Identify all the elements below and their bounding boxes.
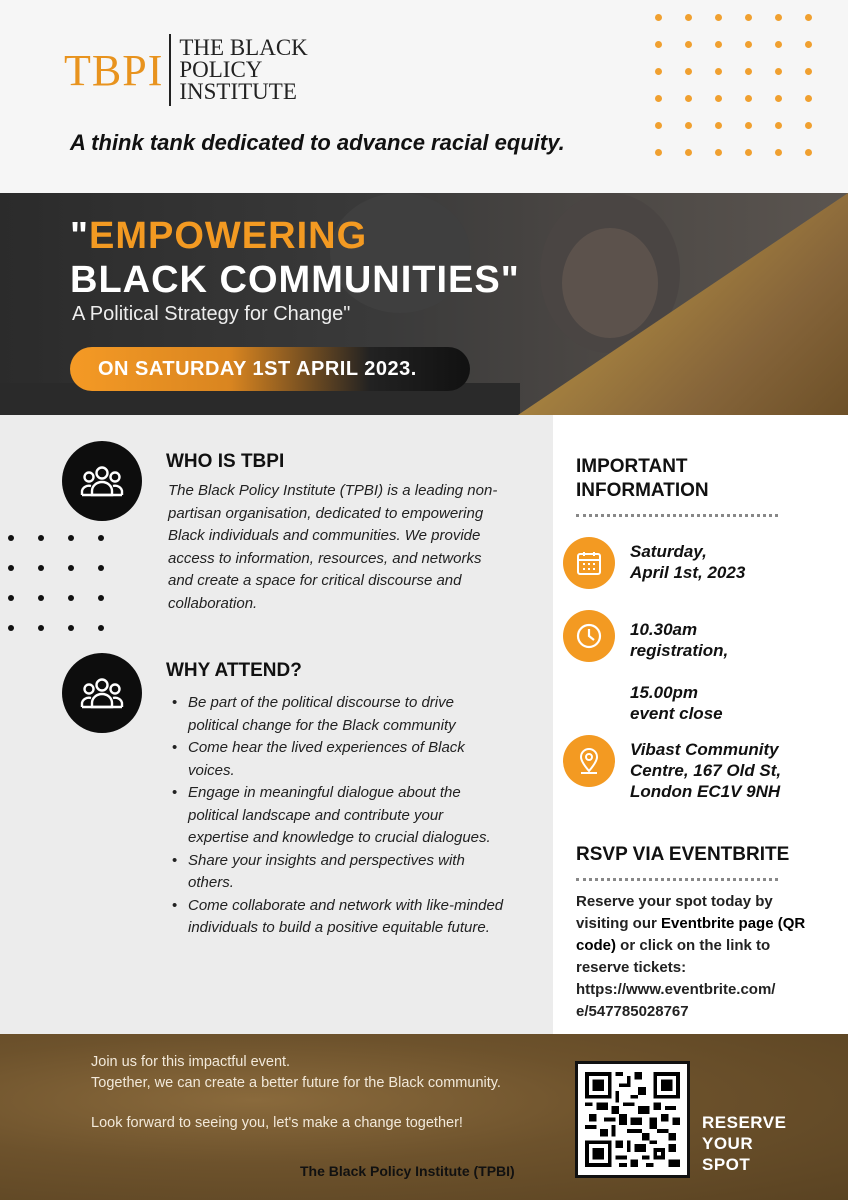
info-heading <box>576 455 709 503</box>
reserve-word: RESERVE <box>702 1113 787 1132</box>
why-heading: WHY ATTEND? <box>166 660 302 681</box>
tagline: A think tank dedicated to advance racial equity. <box>70 130 565 155</box>
footer-line: Join us for this impactful event. <box>91 1054 291 1070</box>
reserve-your-spot <box>702 1112 786 1175</box>
event-date-line: Saturday, <box>630 542 707 561</box>
footer-closing: Look forward to seeing you, let's make a change together! <box>91 1115 463 1131</box>
info-heading-line: IMPORTANT <box>576 456 688 477</box>
event-time-line: 10.30am <box>630 620 698 639</box>
reserve-word: YOUR <box>702 1134 754 1153</box>
tbpi-logo <box>64 34 308 106</box>
clock-icon <box>563 610 615 662</box>
logo-word: THE BLACK <box>179 35 308 60</box>
who-heading: WHO IS TBPI <box>166 451 285 472</box>
footer-message <box>91 1052 501 1094</box>
event-time-line: registration, <box>630 641 729 660</box>
rsvp-text-post[interactable]: or click on the link to reserve tickets: https://www.eventbrite.com/ e/547785028767 <box>576 937 776 1020</box>
rsvp-heading: RSVP VIA EVENTBRITE <box>576 844 790 865</box>
qr-code[interactable] <box>575 1061 690 1178</box>
date-pill: ON SATURDAY 1ST APRIL 2023. <box>70 347 470 391</box>
list-item: • Come collaborate and network with like-minded individuals to build a positive equitable future. <box>168 895 508 940</box>
people-group-icon <box>62 653 142 733</box>
decorative-dot-grid-left <box>8 535 104 631</box>
hero-subtitle: A Political Strategy for Change" <box>72 303 351 325</box>
reserve-word: SPOT <box>702 1155 751 1174</box>
list-item: • Share your insights and perspectives with others. <box>168 850 508 895</box>
logo-mark: TBPI <box>64 45 164 95</box>
list-item: • Be part of the political discourse to drive political change for the Black community <box>168 692 508 737</box>
event-venue-line: Vibast Community <box>630 740 779 759</box>
list-item: • Come hear the lived experiences of Black voices. <box>168 737 508 782</box>
rsvp-text-pre: Reserve your spot today by visiting our <box>576 893 773 932</box>
logo-divider <box>169 34 171 106</box>
logo-word: INSTITUTE <box>179 79 297 104</box>
info-heading-line: INFORMATION <box>576 480 709 501</box>
dotted-divider <box>576 514 778 517</box>
calendar-icon <box>563 537 615 589</box>
event-date-line: April 1st, 2023 <box>630 563 746 582</box>
event-time-line: 15.00pm <box>630 683 699 702</box>
title-quote: " <box>70 215 90 257</box>
event-time-line: event close <box>630 704 723 723</box>
decorative-dot-grid <box>655 14 812 156</box>
logo-wordmark <box>179 37 307 103</box>
event-venue <box>630 739 781 802</box>
title-accent: EMPOWERING <box>89 215 368 257</box>
why-list <box>168 692 508 940</box>
event-date <box>630 541 745 583</box>
list-item: • Engage in meaningful dialogue about the political landscape and contribute your expertise and knowledge to crucial dialogues. <box>168 782 508 850</box>
logo-word: POLICY <box>179 57 263 82</box>
dotted-divider <box>576 878 778 881</box>
event-venue-line: London EC1V 9NH <box>630 782 781 801</box>
people-group-icon <box>62 441 142 521</box>
hero-title <box>70 214 520 302</box>
spacer <box>630 661 728 682</box>
footer-org-name: The Black Policy Institute (TPBI) <box>300 1163 515 1179</box>
footer-line: Together, we can create a better future for the Black community. <box>91 1075 501 1091</box>
rsvp-text <box>576 891 821 1023</box>
eventbrite-link[interactable]: Eventbrite page (QR code) <box>576 915 806 954</box>
who-description: The Black Policy Institute (TPBI) is a leading non-partisan organisation, dedicated to empowering Black individuals and communities. We provide access to information, resources, and networks and create a space for critical discourse and collaboration. <box>168 482 498 612</box>
location-pin-icon <box>563 735 615 787</box>
title-line2: BLACK COMMUNITIES" <box>70 259 520 301</box>
event-time <box>630 619 728 724</box>
event-venue-line: Centre, 167 Old St, <box>630 761 782 780</box>
